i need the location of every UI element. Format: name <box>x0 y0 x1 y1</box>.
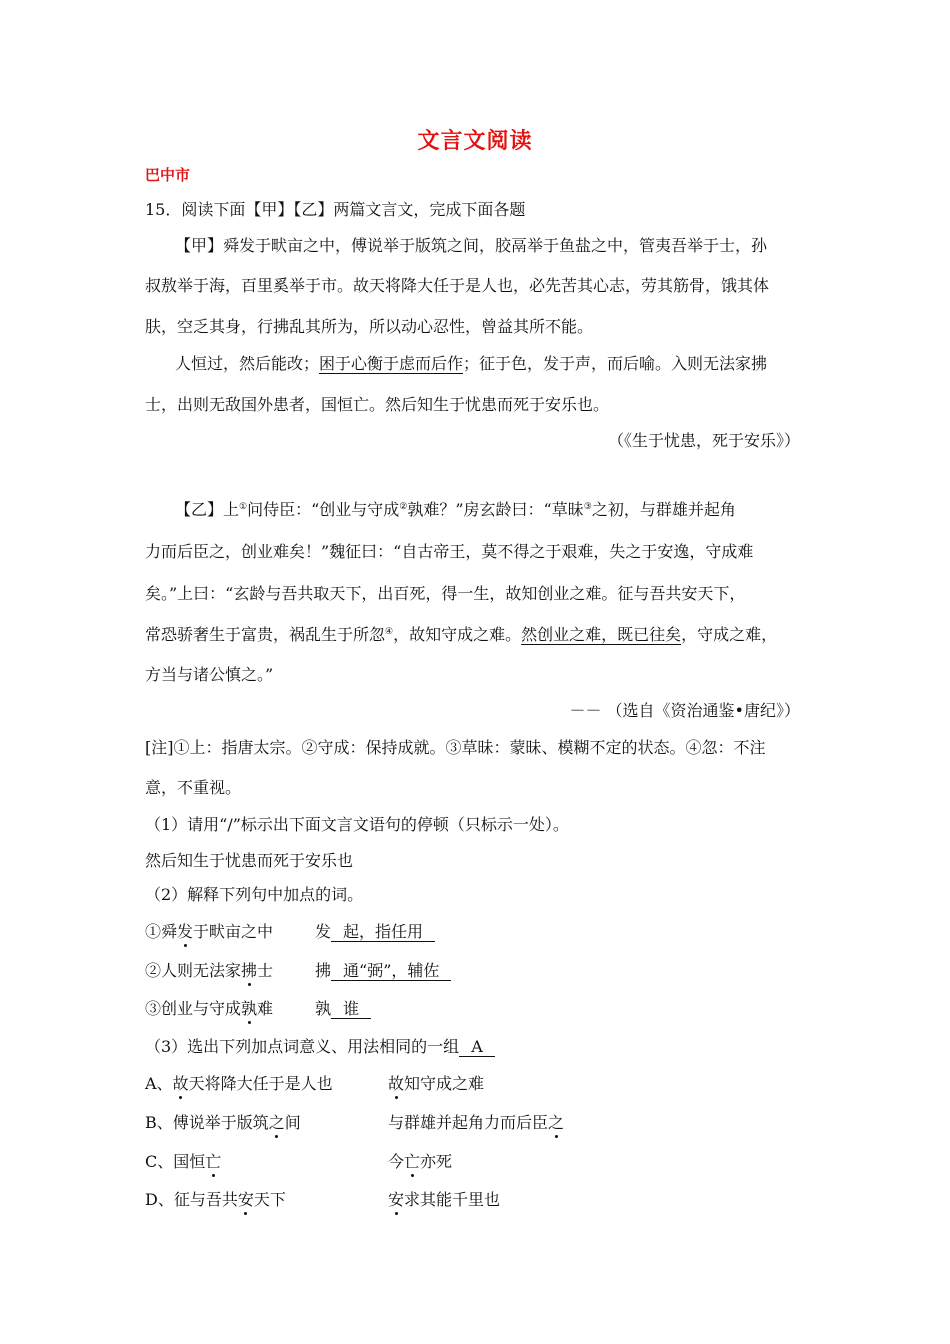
item-number: ① <box>145 922 162 941</box>
passage-text: 之初，与群雄并起角 <box>591 500 736 519</box>
answer-blank: A <box>459 1038 495 1057</box>
answer-word: 孰 <box>315 999 332 1018</box>
option-a-compare <box>388 1074 484 1094</box>
dotted-word: 故 <box>172 1074 189 1093</box>
question-1-sentence: 然后知生于忧患而死于安乐也 <box>145 851 354 870</box>
option-text: 亦死 <box>420 1152 453 1171</box>
note-mark: ③ <box>583 502 592 512</box>
passage-jia-line-5: 士，出则无敌国外患者，国恒亡。然后知生于忧患而死于安乐也。 <box>145 395 610 414</box>
answer-blank: 起，指任用 <box>331 923 435 942</box>
question-2-item-2 <box>145 961 273 981</box>
note-mark: ② <box>399 502 408 512</box>
passage-yi-source: －－ （选自《资治通鉴•唐纪》） <box>569 701 800 720</box>
passage-text: 人恒过，然后能改； <box>175 354 320 373</box>
option-text: 傅说举于版筑 <box>172 1113 269 1132</box>
item-text: 于畎亩之中 <box>193 922 274 941</box>
passage-text: 常恐骄奢生于富贵，祸乱生于所忽 <box>145 625 386 644</box>
note-mark: ④ <box>385 627 394 637</box>
passage-jia-line-3: 肤，空乏其身，行拂乱其所为，所以动心忍性，曾益其所不能。 <box>145 317 594 336</box>
notes-line-2: 意，不重视。 <box>145 778 242 797</box>
passage-yi-line-2: 力而后臣之，创业难矣！”魏征曰：“自古帝王，莫不得之于艰难，失之于安逸，守成难 <box>145 542 754 561</box>
passage-jia-source: （《生于忧患，死于安乐》） <box>607 431 800 450</box>
option-d-compare <box>388 1190 500 1210</box>
question-heading: 15．阅读下面【甲】【乙】两篇文言文，完成下面各题 <box>145 200 526 219</box>
question-2-item-1 <box>145 922 273 942</box>
prompt-text: （3）选出下列加点词意义、用法相同的一组 <box>145 1037 460 1056</box>
passage-jia-line-4 <box>175 354 767 374</box>
note-mark: ① <box>239 502 248 512</box>
passage-jia-line-2: 叔敖举于海，百里奚举于市。故天将降大任于是人也，必先苦其心志，劳其筋骨，饿其体 <box>145 276 770 295</box>
option-text: 间 <box>284 1113 301 1132</box>
passage-yi-line-1 <box>175 500 736 520</box>
dotted-word: 亡 <box>205 1152 222 1171</box>
option-label: D、 <box>145 1190 174 1209</box>
answer-word: 发 <box>315 922 332 941</box>
dotted-word: 安 <box>237 1190 254 1209</box>
question-2-item-3 <box>145 999 273 1019</box>
passage-yi-line-3: 矣。”上曰：“玄龄与吾共取天下，出百死，得一生，故知创业之难。征与吾共安天下， <box>145 584 746 603</box>
dotted-word: 发 <box>177 922 194 941</box>
dotted-word: 故 <box>388 1074 405 1093</box>
option-d <box>145 1190 286 1210</box>
answer-blank: 通“弼”，辅佐 <box>331 962 451 981</box>
item-number: ③ <box>145 999 162 1018</box>
option-c-compare <box>388 1152 452 1172</box>
dotted-word: 孰 <box>241 999 258 1018</box>
passage-text: ，守成之难， <box>681 625 778 644</box>
option-text: 与群雄并起角力而后臣 <box>388 1113 549 1132</box>
question-2-answer-3 <box>315 999 371 1019</box>
question-3-prompt <box>145 1037 495 1057</box>
passage-yi-line-5: 方当与诸公慎之。” <box>145 665 274 684</box>
answer-word: 拂 <box>315 961 332 980</box>
option-text: 求其能千里也 <box>404 1190 501 1209</box>
item-number: ② <box>145 961 162 980</box>
item-text: 创业与守成 <box>161 999 242 1018</box>
page-title: 文言文阅读 <box>417 129 533 154</box>
item-text: 人则无法家 <box>161 961 242 980</box>
option-label: A、 <box>145 1074 173 1093</box>
passage-yi-line-4 <box>145 625 777 645</box>
item-text: 士 <box>257 961 274 980</box>
question-1-prompt: （1）请用“/”标示出下面文言文语句的停顿（只标示一处）。 <box>145 815 569 834</box>
option-text: 征与吾共 <box>173 1190 238 1209</box>
dotted-word: 亡 <box>404 1152 421 1171</box>
option-text: 知守成之难 <box>404 1074 485 1093</box>
underlined-sentence: 困于心衡于虑而后作 <box>319 354 464 373</box>
passage-text: ；征于色，发于声，而后喻。入则无法家拂 <box>463 354 768 373</box>
option-a <box>145 1074 333 1094</box>
option-b-compare <box>388 1113 564 1133</box>
passage-text: 问侍臣：“创业与守成 <box>247 500 400 519</box>
option-text: 天将降大任于是人也 <box>188 1074 333 1093</box>
dotted-word: 拂 <box>241 961 258 980</box>
option-text: 今 <box>388 1152 405 1171</box>
answer-blank: 谁 <box>331 1000 371 1019</box>
passage-jia-line-1: 【甲】舜发于畎亩之中，傅说举于版筑之间，胶鬲举于鱼盐之中，管夷吾举于士，孙 <box>175 236 768 255</box>
question-2-prompt: （2）解释下列句中加点的词。 <box>145 885 364 904</box>
passage-text: 孰难？”房玄龄曰：“草昧 <box>407 500 584 519</box>
question-2-answer-2 <box>315 961 451 981</box>
option-text: 天下 <box>253 1190 286 1209</box>
passage-text: 【乙】上 <box>175 500 240 519</box>
option-label: C、 <box>145 1152 174 1171</box>
option-text: 国恒 <box>173 1152 206 1171</box>
option-c <box>145 1152 221 1172</box>
item-text: 舜 <box>161 922 178 941</box>
underlined-sentence: 然创业之难，既已往矣 <box>521 625 682 644</box>
item-text: 难 <box>257 999 274 1018</box>
option-b <box>145 1113 301 1133</box>
option-label: B、 <box>145 1113 173 1132</box>
dotted-word: 之 <box>548 1113 565 1132</box>
region-heading: 巴中市 <box>145 166 191 184</box>
question-2-answer-1 <box>315 922 435 942</box>
passage-text: ，故知守成之难。 <box>393 625 522 644</box>
notes-line-1: [注]①上：指唐太宗。②守成：保持成就。③草昧：蒙昧、模糊不定的状态。④忽：不注 <box>145 738 766 757</box>
dotted-word: 之 <box>268 1113 285 1132</box>
dotted-word: 安 <box>388 1190 405 1209</box>
